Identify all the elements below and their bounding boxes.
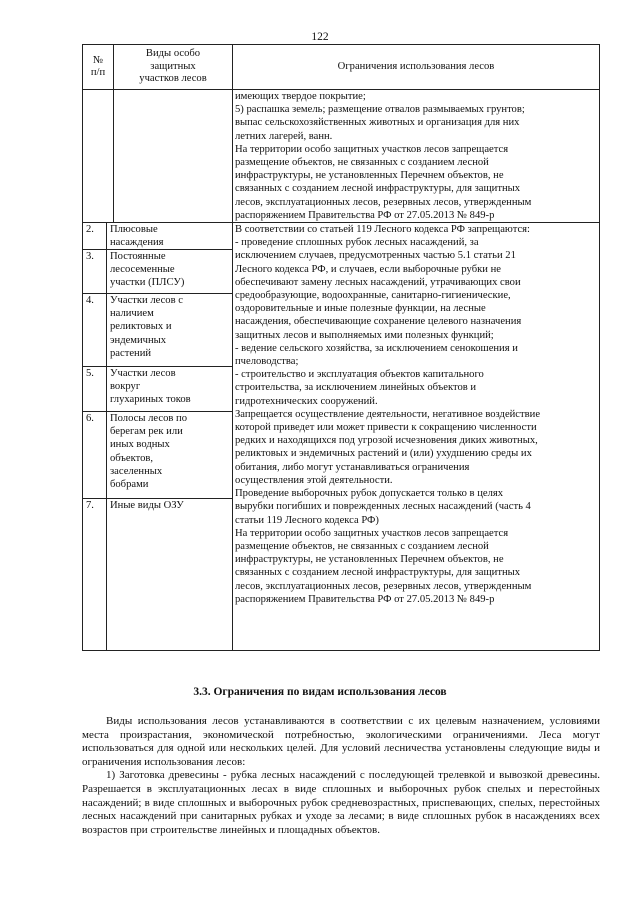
table-row <box>83 499 232 650</box>
row-num: 3. <box>83 250 107 293</box>
header-restrictions-label: Ограничения использования лесов <box>337 60 495 72</box>
cell-restrictions <box>233 223 600 651</box>
restrictions-text: В соответствии со статьей 119 Лесного кодекса РФ запрещаются: - проведение сплошных рубок лесных насаждений, за исключением случаев, предусмотренных частью 5.1 статьи 21 Лесного кодекса РФ, и случаев, если выборочные рубки не обеспечивают замену лесных насаждений, утрачивающих свои средообразующие, водоохранные, санитарно-гигиенические, оздоровительные и иные полезные функции, на лесные насаждения, обеспечивающие сохранение целевого назначения защитных лесов и выполняемых ими полезных функций; - ведение сельского хозяйства, за исключением сенокошения и пчеловодства; - строительство и эксплуатация объектов капитального строительства, за исключением линейных объектов и гидротехнических сооружений. Запрещается осуществление деятельности, негативное воздействие которой приведет или может привести к сокращению численности редких и находящихся под угрозой исчезновения диких животных, реликтовых и эндемичных растений и (или) ухудшению среды их обитания, либо могут устанавливаться ограничения осуществления этой деятельности. Проведение выборочных рубок допускается только в целях вырубки погибших и поврежденных лесных насаждений (часть 4 статьи 119 Лесного кодекса РФ) На территории особо защитных участков лесов запрещается размещение объектов, не связанных с созданием лесной инфраструктуры, не установленных Перечнем объектов, не связанных с созданием лесной инфраструктуры, для защитных лесов, эксплуатационных лесов, резервных лесов, утвержденным распоряжением Правительства РФ от 27.05.2013 № 849-р <box>235 224 541 605</box>
page-number: 122 <box>311 31 329 43</box>
cell-left-stack <box>83 223 233 651</box>
restrictions-table <box>82 44 600 651</box>
row-name: Полосы лесов по берегам рек или иных водных объектов, заселенных бобрами <box>110 413 187 491</box>
header-type-label: Виды особо защитных участков лесов <box>139 48 207 85</box>
header-restrictions <box>233 45 600 90</box>
paragraph: Виды использования лесов устанавливаются в соответствии с их целевым назначением, условиями места произрастания, экономической потребностью, экологическими ограничениями. Леса могут использоваться для одной или нескольких целей. Для условий лесничества установлены следующие виды и ограничения использования лесов: <box>82 715 600 768</box>
row-name: Участки лесов вокруг глухариных токов <box>110 368 191 406</box>
row-name: Участки лесов с наличием реликтовых и эндемичных растений <box>110 295 183 359</box>
continuation-text: имеющих твердое покрытие; 5) распашка земель; размещение отвалов размываемых грунтов; выпас сельскохозяйственных животных и организация для них летних лагерей, ванн. На территории особо защитных участков лесов запрещается размещение объектов, не связанных с созданием лесной инфраструктуры, не установленных Перечнем объектов, не связанных с созданием лесной инфраструктуры, для защитных лесов, эксплуатационных лесов, резервных лесов, утвержденным распоряжением Правительства РФ от 27.05.2013 № 849-р <box>235 91 532 221</box>
row-num: 4. <box>83 294 107 366</box>
body-text <box>82 715 600 837</box>
table-row <box>83 223 232 250</box>
row-name: Постоянные лесосеменные участки (ПЛСУ) <box>110 251 185 289</box>
header-num-label: № п/п <box>90 54 106 78</box>
cell-continuation <box>233 90 600 223</box>
row-num: 6. <box>83 412 107 498</box>
row-num: 7. <box>83 499 107 650</box>
header-type <box>114 45 233 90</box>
table-header-row <box>83 45 600 90</box>
table-row <box>83 412 232 499</box>
table-row <box>83 367 232 412</box>
row-name: Плюсовые насаждения <box>110 224 164 249</box>
section-title: 3.3. Ограничения по видам использования лесов <box>193 686 447 698</box>
paragraph: 1) Заготовка древесины - рубка лесных насаждений с последующей трелевкой и вывозкой древесины. Разрешается в эксплуатационных лесах в виде сплошных и выборочных рубок спелых и перестойных насаждений; в виде сплошных и выборочных рубок средневозрастных, приспевающих, спелых, перестойных лесных насаждений при санитарных рубках и уходе за лесами; в виде сплошных рубок в насаждениях всех возрастов при строительстве линейных и площадных объектов. <box>82 769 600 836</box>
table-row-continuation <box>83 90 600 223</box>
row-name: Иные виды ОЗУ <box>110 500 184 512</box>
table-row <box>83 294 232 367</box>
cell-empty-type <box>114 90 233 223</box>
row-num: 5. <box>83 367 107 411</box>
table-row <box>83 250 232 294</box>
row-num: 2. <box>83 223 107 249</box>
table-row-group <box>83 223 600 651</box>
header-num <box>83 45 114 90</box>
cell-empty-num <box>83 90 114 223</box>
